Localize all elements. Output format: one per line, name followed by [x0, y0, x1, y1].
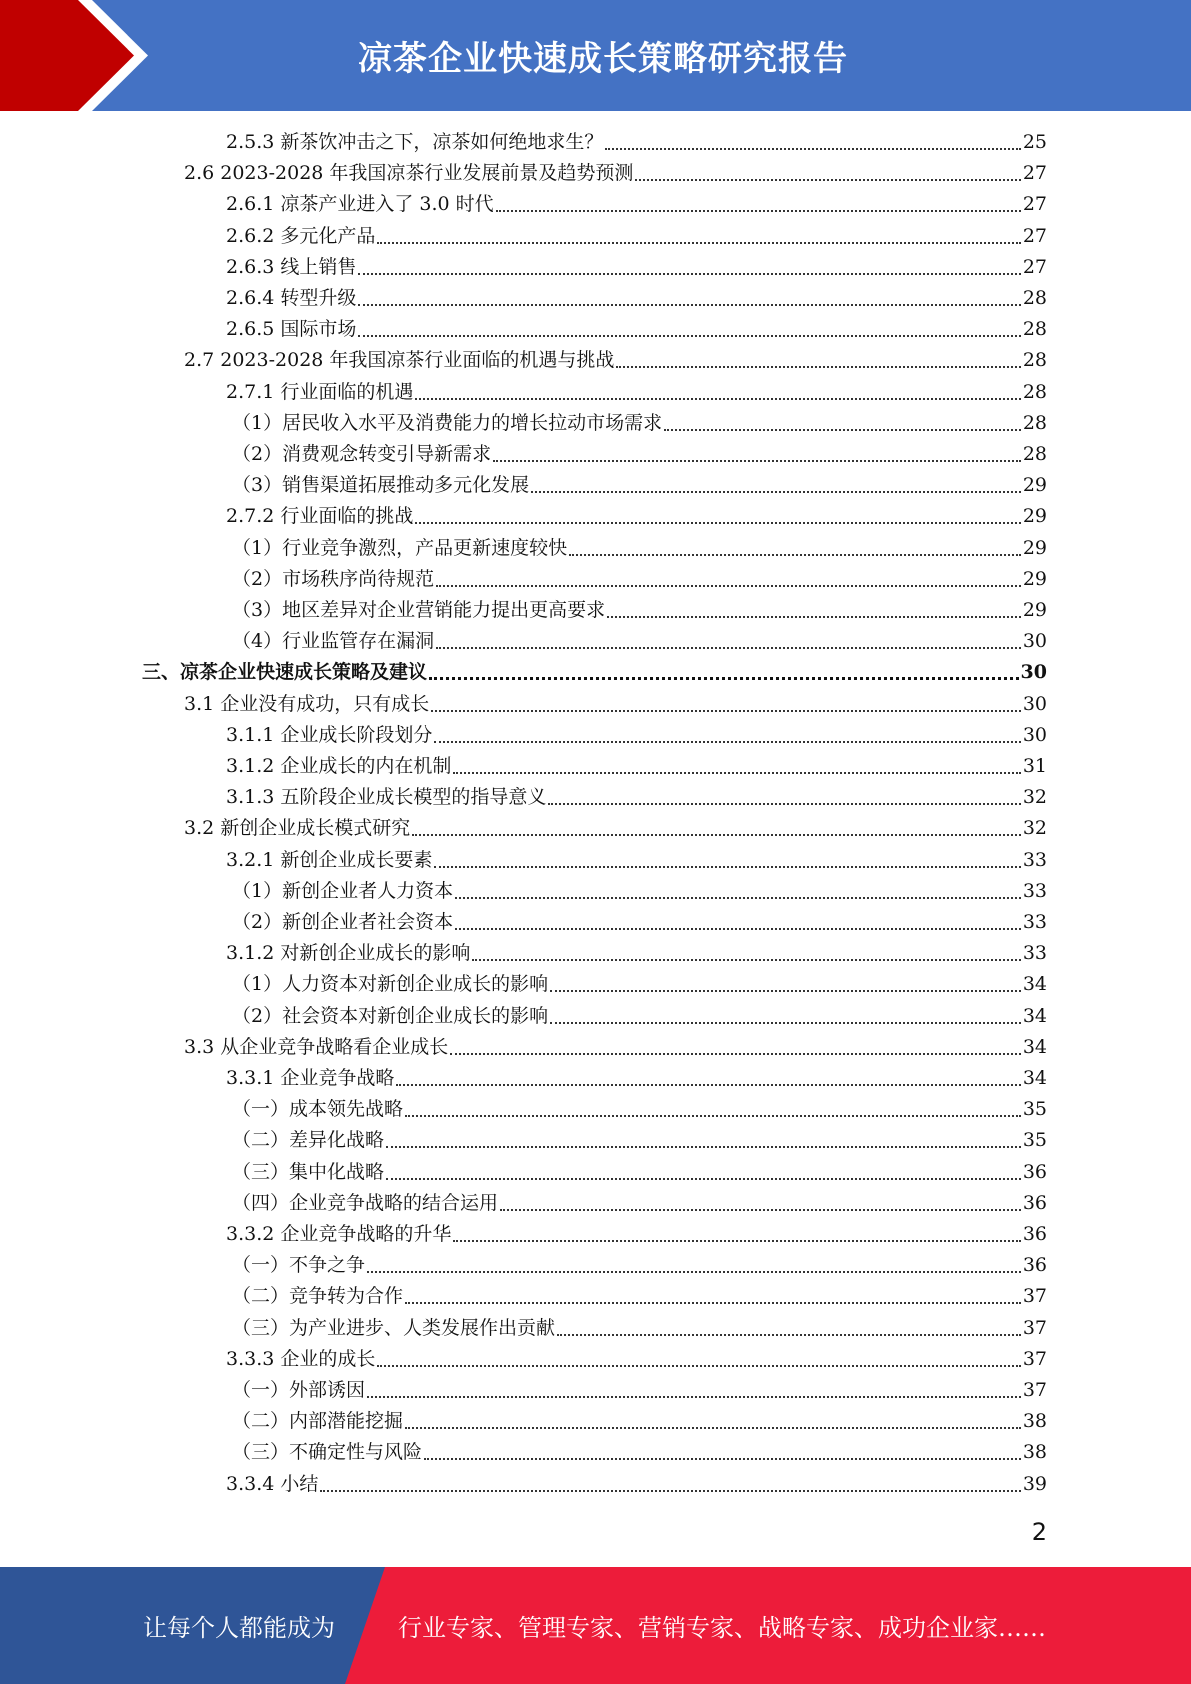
toc-entry-page: 30 — [1022, 723, 1047, 746]
toc-leader-dots — [436, 647, 1021, 649]
toc-entry[interactable] — [232, 1001, 1047, 1032]
toc-entry[interactable] — [226, 720, 1047, 751]
toc-entry[interactable] — [226, 314, 1047, 345]
toc-leader-dots — [493, 460, 1021, 462]
toc-entry[interactable] — [232, 595, 1047, 626]
toc-entry[interactable] — [232, 907, 1047, 938]
page-header — [0, 0, 1191, 111]
toc-entry-page: 30 — [1022, 692, 1047, 715]
toc-entry-label: 3.1.1 企业成长阶段划分 — [226, 723, 433, 746]
toc-entry[interactable] — [226, 782, 1047, 813]
toc-entry[interactable] — [184, 813, 1047, 844]
toc-leader-dots — [500, 1209, 1021, 1211]
page-number: 2 — [1031, 1518, 1047, 1546]
toc-entry-page: 37 — [1022, 1316, 1047, 1339]
toc-entry[interactable] — [142, 657, 1047, 688]
toc-entry-label: 2.6 2023-2028 年我国凉茶行业发展前景及趋势预测 — [184, 162, 634, 185]
toc-entry-page: 29 — [1022, 505, 1047, 528]
toc-entry-page: 33 — [1022, 848, 1047, 871]
toc-leader-dots — [453, 772, 1020, 774]
toc-leader-dots — [434, 866, 1020, 868]
toc-entry-label: 2.7 2023-2028 年我国凉茶行业面临的机遇与挑战 — [184, 349, 615, 372]
toc-entry[interactable] — [226, 377, 1047, 408]
report-title: 凉茶企业快速成长策略研究报告 — [358, 39, 848, 79]
toc-leader-dots — [436, 585, 1021, 587]
toc-entry-label: （1）居民收入水平及消费能力的增长拉动市场需求 — [232, 411, 663, 434]
toc-entry[interactable] — [232, 564, 1047, 595]
toc-entry-label: （二）内部潜能挖掘 — [232, 1410, 404, 1433]
toc-leader-dots — [415, 522, 1020, 524]
toc-entry[interactable] — [184, 1032, 1047, 1063]
toc-entry-page: 28 — [1022, 349, 1047, 372]
toc-entry-page: 29 — [1022, 536, 1047, 559]
toc-entry-page: 38 — [1022, 1410, 1047, 1433]
toc-entry-label: 2.6.3 线上销售 — [226, 255, 357, 278]
toc-entry-label: （三）为产业进步、人类发展作出贡献 — [232, 1316, 556, 1339]
toc-entry-page: 37 — [1022, 1347, 1047, 1370]
toc-entry-label: 3.2 新创企业成长模式研究 — [184, 817, 411, 840]
toc-entry-label: 2.6.1 凉茶产业进入了 3.0 时代 — [226, 193, 494, 216]
toc-entry-page: 36 — [1022, 1191, 1047, 1214]
toc-leader-dots — [453, 1240, 1020, 1242]
toc-entry[interactable] — [232, 1094, 1047, 1125]
toc-entry-page: 28 — [1022, 411, 1047, 434]
toc-entry[interactable] — [232, 1188, 1047, 1219]
toc-entry-page: 30 — [1022, 630, 1047, 653]
toc-leader-dots — [550, 1022, 1021, 1024]
toc-leader-dots — [386, 1146, 1021, 1148]
toc-entry-label: （1）行业竞争激烈，产品更新速度较快 — [232, 536, 568, 559]
footer-slogan-left: 让每个人都能成为 — [143, 1614, 335, 1642]
toc-leader-dots — [605, 148, 1020, 150]
toc-entry-page: 32 — [1022, 817, 1047, 840]
toc-leader-dots — [569, 554, 1021, 556]
toc-entry-page: 28 — [1022, 443, 1047, 465]
toc-entry[interactable] — [226, 751, 1047, 782]
page-footer — [0, 1567, 1191, 1684]
toc-entry-page: 29 — [1022, 474, 1047, 497]
toc-entry[interactable] — [232, 408, 1047, 439]
toc-entry-label: （1）人力资本对新创企业成长的影响 — [232, 973, 549, 996]
toc-leader-dots — [548, 803, 1020, 805]
toc-leader-dots — [405, 1115, 1021, 1117]
toc-entry[interactable] — [226, 127, 1047, 158]
toc-entry[interactable] — [226, 845, 1047, 876]
footer-slogan-right: 行业专家、管理专家、营销专家、战略专家、成功企业家…… — [398, 1614, 1046, 1642]
toc-entry[interactable] — [226, 1219, 1047, 1250]
toc-leader-dots — [377, 1365, 1020, 1367]
toc-entry[interactable] — [226, 1063, 1047, 1094]
toc-entry-label: 2.7.1 行业面临的机遇 — [226, 380, 414, 403]
toc-leader-dots — [377, 242, 1020, 244]
toc-entry-label: （一）不争之争 — [232, 1254, 366, 1277]
toc-entry[interactable] — [184, 158, 1047, 189]
toc-leader-dots — [320, 1490, 1020, 1492]
toc-entry-page: 27 — [1022, 255, 1047, 278]
toc-leader-dots — [496, 210, 1021, 212]
toc-leader-dots — [412, 834, 1021, 836]
toc-leader-dots — [635, 179, 1020, 181]
toc-entry-page: 27 — [1022, 224, 1047, 247]
toc-leader-dots — [434, 741, 1020, 743]
toc-entry-page: 35 — [1022, 1098, 1047, 1121]
toc-entry[interactable] — [232, 1157, 1047, 1188]
toc-leader-dots — [664, 429, 1021, 431]
toc-entry-page: 30 — [1020, 661, 1047, 684]
toc-leader-dots — [431, 710, 1021, 712]
toc-leader-dots — [424, 1458, 1021, 1460]
toc-entry[interactable] — [232, 1125, 1047, 1156]
toc-entry-page: 34 — [1022, 1035, 1047, 1058]
toc-entry-label: 2.7.2 行业面临的挑战 — [226, 505, 414, 528]
toc-entry-label: （四）企业竞争战略的结合运用 — [232, 1191, 499, 1214]
toc-entry-label: （一）外部诱因 — [232, 1379, 366, 1401]
toc-entry-label: 3.3.3 企业的成长 — [226, 1347, 376, 1370]
toc-entry-page: 28 — [1022, 380, 1047, 403]
toc-leader-dots — [455, 928, 1021, 930]
toc-entry[interactable] — [232, 969, 1047, 1000]
toc-entry[interactable] — [232, 1375, 1047, 1406]
toc-entry-label: （1）新创企业者人力资本 — [232, 879, 454, 902]
toc-leader-dots — [367, 1271, 1021, 1273]
toc-leader-dots — [550, 990, 1021, 992]
toc-leader-dots — [472, 959, 1020, 961]
toc-entry-page: 36 — [1022, 1254, 1047, 1277]
toc-entry-page: 33 — [1022, 911, 1047, 933]
toc-entry[interactable] — [226, 938, 1047, 969]
toc-leader-dots — [358, 304, 1020, 306]
toc-entry[interactable] — [232, 470, 1047, 501]
toc-entry-page: 34 — [1022, 1067, 1047, 1089]
toc-leader-dots — [396, 1084, 1020, 1086]
toc-entry-label: （2）消费观念转变引导新需求 — [232, 443, 492, 465]
toc-entry-label: 3.1.2 企业成长的内在机制 — [226, 755, 452, 777]
toc-entry-label: （4）行业监管存在漏洞 — [232, 630, 435, 653]
toc-entry-label: （3）地区差异对企业营销能力提出更高要求 — [232, 599, 606, 621]
toc-entry[interactable] — [226, 221, 1047, 252]
toc-leader-dots — [415, 398, 1020, 400]
toc-entry-page: 33 — [1022, 879, 1047, 902]
toc-entry-page: 37 — [1022, 1285, 1047, 1308]
toc-entry-page: 29 — [1022, 599, 1047, 621]
toc-entry-page: 36 — [1022, 1160, 1047, 1183]
toc-leader-dots — [367, 1396, 1021, 1398]
toc-entry-page: 39 — [1022, 1472, 1047, 1495]
toc-entry-page: 28 — [1022, 318, 1047, 341]
toc-entry-label: （一）成本领先战略 — [232, 1098, 404, 1121]
toc-entry-label: 3.3 从企业竞争战略看企业成长 — [184, 1035, 449, 1058]
toc-entry-label: 2.5.3 新茶饮冲击之下，凉茶如何绝地求生？ — [226, 131, 604, 153]
toc-entry-label: 3.1 企业没有成功，只有成长 — [184, 692, 430, 715]
toc-leader-dots — [531, 491, 1021, 493]
toc-entry[interactable] — [226, 283, 1047, 314]
toc-leader-dots — [405, 1302, 1021, 1304]
toc-entry-page: 31 — [1022, 755, 1047, 777]
toc-entry[interactable] — [232, 1313, 1047, 1344]
toc-entry-label: （2）新创企业者社会资本 — [232, 911, 454, 933]
toc-leader-dots — [616, 366, 1020, 368]
toc-entry-page: 34 — [1022, 973, 1047, 996]
toc-entry-label: （三）不确定性与风险 — [232, 1441, 423, 1464]
toc-entry-label: 3.3.4 小结 — [226, 1472, 319, 1495]
toc-entry[interactable] — [232, 626, 1047, 657]
toc-entry-page: 33 — [1022, 942, 1047, 965]
toc-entry[interactable] — [232, 1437, 1047, 1468]
toc-entry-page: 38 — [1022, 1441, 1047, 1464]
toc-entry-label: 2.6.2 多元化产品 — [226, 224, 376, 247]
toc-entry[interactable] — [232, 876, 1047, 907]
toc-leader-dots — [358, 273, 1020, 275]
toc-leader-dots — [358, 335, 1020, 337]
toc-entry-label: （3）销售渠道拓展推动多元化发展 — [232, 474, 530, 497]
toc-entry-page: 32 — [1022, 786, 1047, 809]
toc-entry[interactable] — [184, 345, 1047, 376]
toc-entry-label: （2）社会资本对新创企业成长的影响 — [232, 1004, 549, 1027]
toc-leader-dots — [386, 1178, 1021, 1180]
toc-entry-page: 27 — [1022, 162, 1047, 185]
toc-entry-page: 27 — [1022, 193, 1047, 216]
toc-entry-page: 28 — [1022, 287, 1047, 309]
toc-leader-dots — [607, 616, 1021, 618]
toc-entry-label: 3.1.2 对新创企业成长的影响 — [226, 942, 471, 965]
toc-entry-label: （二）差异化战略 — [232, 1129, 385, 1152]
toc-entry-page: 37 — [1022, 1379, 1047, 1401]
toc-leader-dots — [450, 1053, 1021, 1055]
toc-entry-page: 36 — [1022, 1223, 1047, 1245]
toc-entry-page: 35 — [1022, 1129, 1047, 1152]
toc-entry-label: 3.3.1 企业竞争战略 — [226, 1067, 395, 1089]
toc-entry[interactable] — [184, 689, 1047, 720]
toc-entry[interactable] — [232, 439, 1047, 470]
toc-entry-label: 3.2.1 新创企业成长要素 — [226, 848, 433, 871]
toc-entry-page: 29 — [1022, 567, 1047, 590]
toc-entry[interactable] — [226, 252, 1047, 283]
toc-leader-dots — [455, 897, 1021, 899]
toc-entry-label: 3.3.2 企业竞争战略的升华 — [226, 1223, 452, 1245]
toc-entry[interactable] — [226, 1344, 1047, 1375]
toc-entry-label: （三）集中化战略 — [232, 1160, 385, 1183]
toc-entry[interactable] — [226, 1469, 1047, 1500]
toc-leader-dots — [429, 677, 1019, 680]
toc-entry-page: 25 — [1022, 131, 1047, 153]
toc-entry-page: 34 — [1022, 1004, 1047, 1027]
toc-entry[interactable] — [232, 533, 1047, 564]
toc-entry[interactable] — [226, 189, 1047, 220]
toc-entry[interactable] — [232, 1250, 1047, 1281]
toc-entry-label: 三、凉茶企业快速成长策略及建议 — [142, 661, 428, 684]
toc-leader-dots — [405, 1427, 1021, 1429]
toc-entry-label: （2）市场秩序尚待规范 — [232, 567, 435, 590]
toc-entry[interactable] — [226, 501, 1047, 532]
toc-entry-label: （二）竞争转为合作 — [232, 1285, 404, 1308]
toc-entry[interactable] — [232, 1281, 1047, 1312]
toc-entry-label: 2.6.4 转型升级 — [226, 287, 357, 309]
toc-entry[interactable] — [232, 1406, 1047, 1437]
toc-entry-label: 2.6.5 国际市场 — [226, 318, 357, 341]
toc-leader-dots — [557, 1334, 1021, 1336]
toc-entry-label: 3.1.3 五阶段企业成长模型的指导意义 — [226, 786, 547, 809]
